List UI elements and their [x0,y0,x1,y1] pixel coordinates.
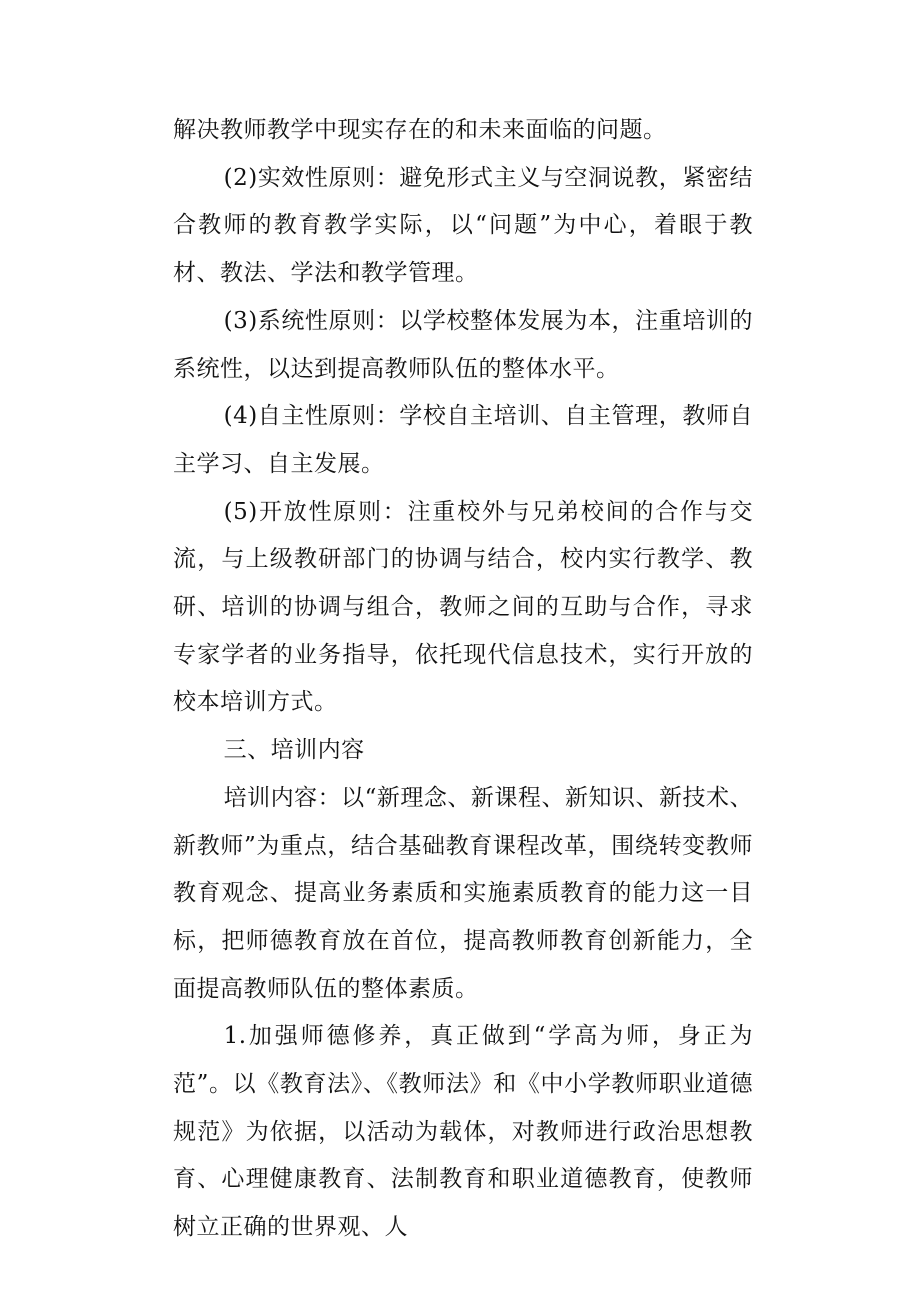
paragraph-principle-3: (3)系统性原则：以学校整体发展为本，注重培训的系统性，以达到提高教师队伍的整体水平。 [173,307,753,382]
paragraph-item-1: 1.加强师德修养，真正做到“学高为师，身正为范”。以《教育法》、《教师法》和《中小学教师职业道德规范》为依据，以活动为载体，对教师进行政治思想教育、心理健康教育、法制教育和职业道德教育，使教师树立正确的世界观、人 [173,1023,753,1241]
paragraph-training-content: 培训内容：以“新理念、新课程、新知识、新技术、新教师”为重点，结合基础教育课程改革，围绕转变教师教育观念、提高业务素质和实施素质教育的能力这一目标，把师德教育放在首位，提高教师教育创新能力，全面提高教师队伍的整体素质。 [173,784,753,1002]
paragraph-principle-5: (5)开放性原则：注重校外与兄弟校间的合作与交流，与上级教研部门的协调与结合，校内实行教学、教研、培训的协调与组合，教师之间的互助与合作，寻求专家学者的业务指导，依托现代信息技术，实行开放的校本培训方式。 [173,498,753,716]
section-heading-training-content: 三、培训内容 [223,737,365,764]
paragraph-principle-4: (4)自主性原则：学校自主培训、自主管理，教师自主学习、自主发展。 [173,403,753,477]
paragraph-continuation: 解决教师教学中现实存在的和未来面临的问题。 [173,117,667,143]
document-body [173,107,753,1252]
paragraph-principle-2: (2)实效性原则：避免形式主义与空洞说教，紧密结合教师的教育教学实际，以“问题”为中心，着眼于教材、教法、学法和教学管理。 [173,164,753,287]
